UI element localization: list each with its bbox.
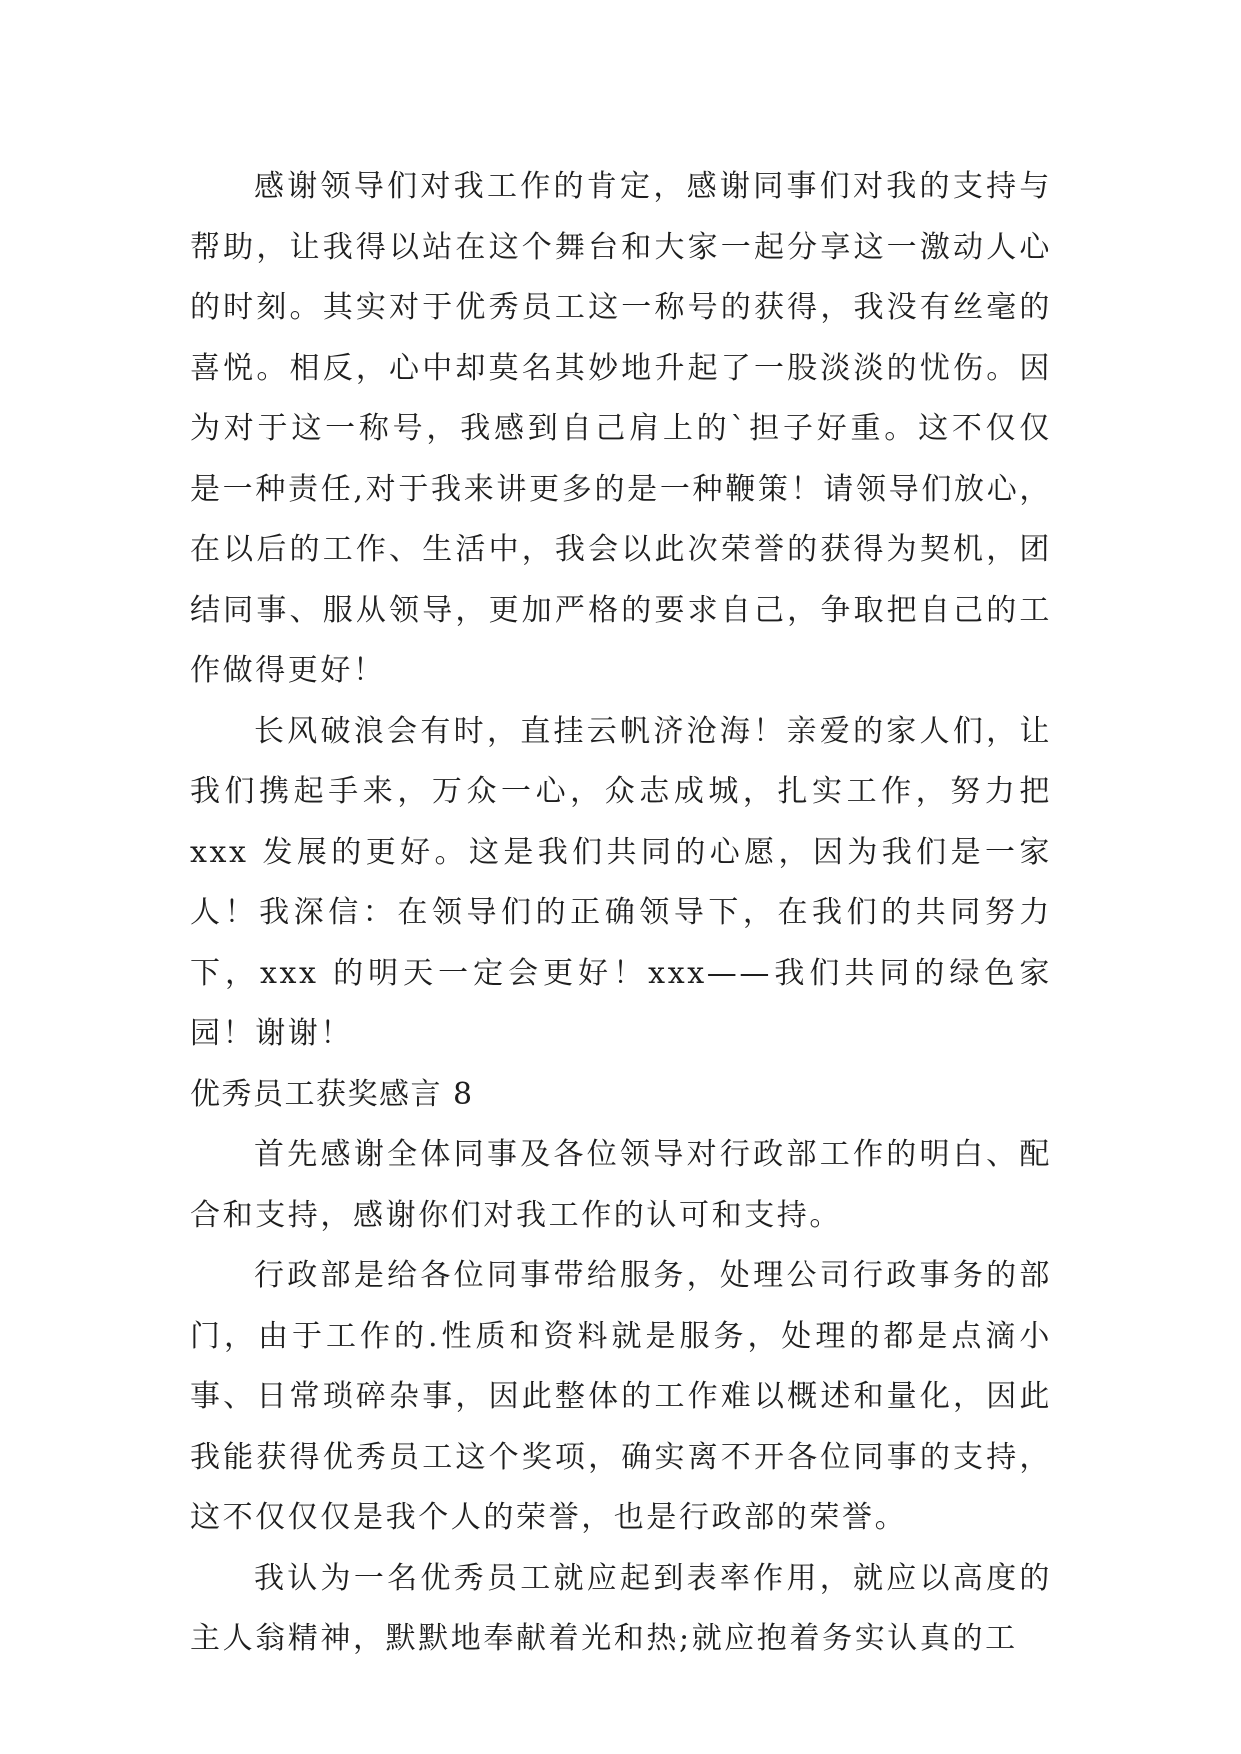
paragraph-thanks: 首先感谢全体同事及各位领导对行政部工作的明白、配合和支持，感谢你们对我工作的认可和支持。 [190,1137,1052,1233]
paragraph-admin-dept: 行政部是给各位同事带给服务，处理公司行政事务的部门，由于工作的.性质和资料就是服务，处理的都是点滴小事、日常琐碎杂事，因此整体的工作难以概述和量化，因此我能获得优秀员工这个奖项，确实离不开各位同事的支持，这不仅仅仅是我个人的荣誉，也是行政部的荣誉。 [190,1258,1052,1535]
paragraph-gratitude: 感谢领导们对我工作的肯定，感谢同事们对我的支持与帮助，让我得以站在这个舞台和大家一起分享这一激动人心的时刻。其实对于优秀员工这一称号的获得，我没有丝毫的喜悦。相反，心中却莫名其妙地升起了一股淡淡的忧伤。因为对于这一称号，我感到自己肩上的`担子好重。这不仅仅是一种责任,对于我来讲更多的是一种鞭策！请领导们放心，在以后的工作、生活中，我会以此次荣誉的获得为契机，团结同事、服从领导，更加严格的要求自己，争取把自己的工作做得更好！ [190,169,1052,688]
paragraph-role-model: 我认为一名优秀员工就应起到表率作用，就应以高度的主人翁精神，默默地奉献着光和热;就应抱着务实认真的工 [190,1560,1052,1656]
document-body [190,157,1052,1670]
section-title: 优秀员工获奖感言 8 [190,1076,474,1112]
paragraph-closing: 长风破浪会有时，直挂云帆济沧海！亲爱的家人们，让我们携起手来，万众一心，众志成城，扎实工作，努力把 xxx 发展的更好。这是我们共同的心愿，因为我们是一家人！我深信：在领导们的正确领导下，在我们的共同努力下，xxx 的明天一定会更好！xxx——我们共同的绿色家园！谢谢！ [190,713,1052,1051]
